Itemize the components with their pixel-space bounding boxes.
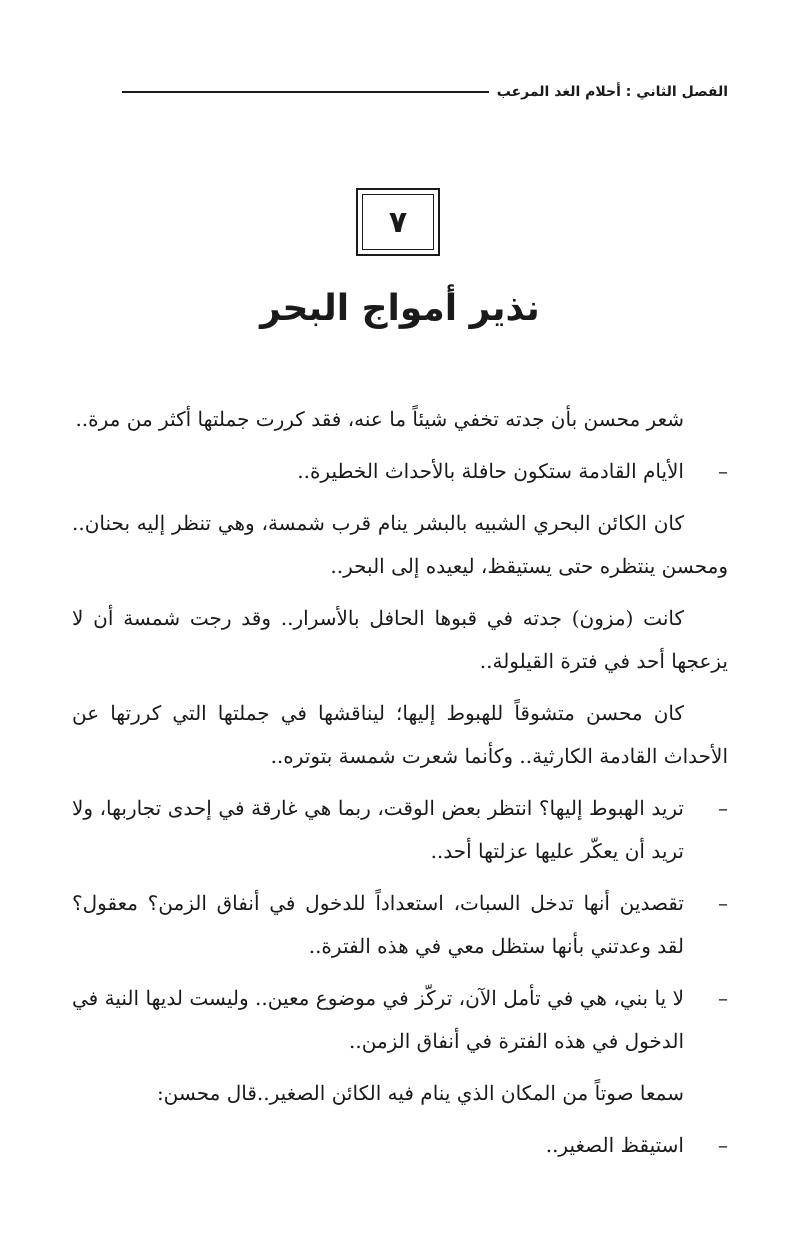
paragraph: سمعا صوتاً من المكان الذي ينام فيه الكائن الصغير..قال محسن: [156, 1081, 684, 1105]
paragraph: كان الكائن البحري الشبيه بالبشر ينام قرب شمسة، وهي تنظر إليه بحنان.. ومحسن ينتظره حتى يستيقظ، ليعيده إلى البحر.. [72, 511, 728, 578]
body-text [72, 398, 728, 1176]
paragraph: كانت (مزون) جدته في قبوها الحافل بالأسرار.. وقد رجت شمسة أن لا يزعجها أحد في فترة القيلولة.. [72, 606, 728, 673]
dialogue-dash: – [718, 459, 728, 483]
paragraph: شعر محسن بأن جدته تخفي شيئاً ما عنه، فقد كررت جملتها أكثر من مرة.. [75, 407, 684, 431]
chapter-number: ٧ [362, 194, 434, 250]
chapter-title: نذير أمواج البحر [260, 288, 540, 329]
dialogue-dash: – [718, 986, 728, 1010]
dialogue-line [72, 882, 728, 968]
header-rule [122, 91, 489, 93]
dialogue-text: تريد الهبوط إليها؟ انتظر بعض الوقت، ربما هي غارقة في إحدى تجاربها، ولا تريد أن يعكّر عليها عزلتها أحد.. [72, 796, 684, 863]
dialogue-text: تقصدين أنها تدخل السبات، استعداداً للدخول في أنفاق الزمن؟ معقول؟ لقد وعدتني بأنها ستظل معي في هذه الفترة.. [72, 891, 684, 958]
dialogue-dash: – [718, 891, 728, 915]
running-header [122, 80, 728, 104]
paragraph: كان محسن متشوقاً للهبوط إليها؛ ليناقشها في جملتها التي كررتها عن الأحداث القادمة الكارثية.. وكأنما شعرت شمسة بتوتره.. [72, 701, 728, 768]
dialogue-dash: – [718, 796, 728, 820]
dialogue-text: الأيام القادمة ستكون حافلة بالأحداث الخطيرة.. [297, 459, 684, 483]
dialogue-line [72, 977, 728, 1063]
dialogue-line [72, 787, 728, 873]
dialogue-dash: – [718, 1133, 728, 1157]
running-title: الفصل الثاني : أحلام الغد المرعب [496, 84, 728, 100]
dialogue-line [72, 1124, 728, 1167]
chapter-number-box [356, 188, 440, 256]
dialogue-text: استيقظ الصغير.. [545, 1133, 684, 1157]
dialogue-line [72, 450, 728, 493]
dialogue-text: لا يا بني، هي في تأمل الآن، تركّز في موضوع معين.. وليست لديها النية في الدخول في هذه الفترة في أنفاق الزمن.. [72, 986, 684, 1053]
